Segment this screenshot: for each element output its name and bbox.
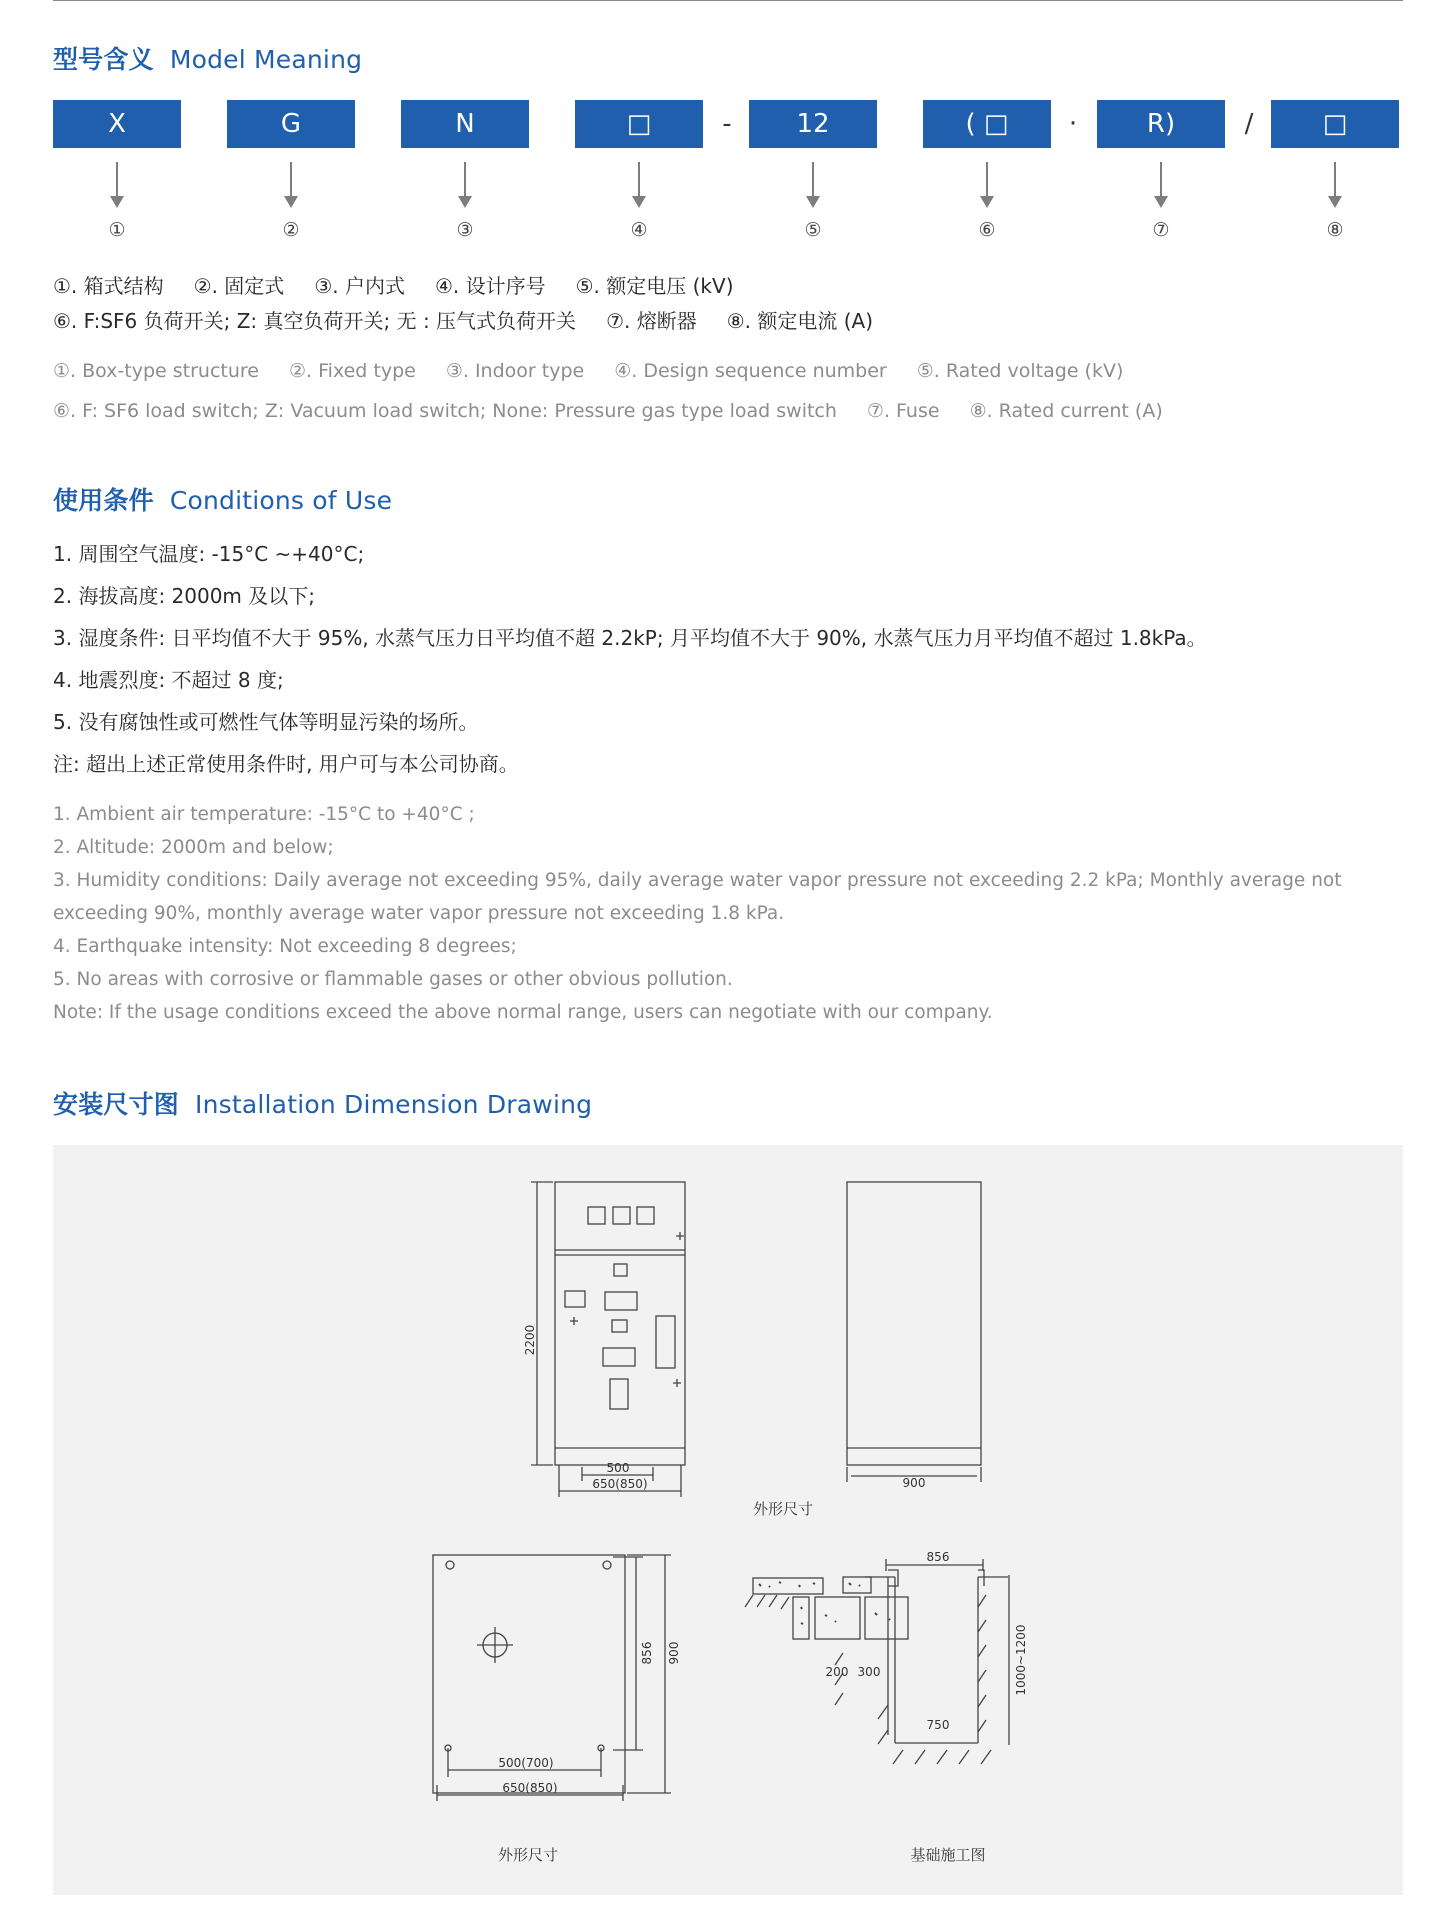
legend-item: ②. Fixed type [289, 360, 416, 382]
dimension-drawing [53, 1145, 1403, 1895]
legend-item: ④. Design sequence number [614, 360, 887, 382]
dimension-foundation-top-width: 856 [926, 1550, 950, 1564]
arrow-down-icon [986, 162, 988, 198]
position-number-7: ⑦ [1152, 219, 1170, 241]
dimension-height: 2200 [523, 1324, 537, 1356]
arrow-down-icon [812, 162, 814, 198]
legend-item: ⑦. Fuse [866, 400, 940, 422]
legend-item: ④. 设计序号 [434, 274, 546, 298]
legend-item: ③. 户内式 [314, 274, 405, 298]
condition-cn-item: 5. 没有腐蚀性或可燃性气体等明显污染的场所。 [53, 710, 479, 734]
legend-item: ⑦. 熔断器 [606, 309, 697, 333]
legend-item: ③. Indoor type [445, 360, 585, 382]
condition-cn-item: 1. 周围空气温度: -15°C ~+40°C; [53, 542, 365, 566]
legend-en-line-2 [53, 400, 1193, 422]
condition-en-item: 3. Humidity conditions: Daily average not exceeding 95%, daily average water vapor pressure not exceeding 2.2 kPa; Monthly average not exceeding 90%, monthly average water vapor pressure not exceeding 1.8 kPa. [53, 870, 1342, 924]
position-number-8: ⑧ [1326, 219, 1344, 241]
model-meaning-title-cn: 型号含义 [53, 45, 154, 74]
foundation-view [745, 1559, 1009, 1764]
legend-item: ⑤. 额定电压 (kV) [575, 274, 734, 298]
legend-item: ⑧. 额定电流 (A) [726, 309, 874, 333]
legend-item: ⑥. F:SF6 负荷开关; Z: 真空负荷开关; 无 : 压气式负荷开关 [53, 309, 577, 333]
legend-item: ①. Box-type structure [53, 360, 259, 382]
position-number-6: ⑥ [978, 219, 996, 241]
legend-en-line-1 [53, 360, 1153, 382]
condition-cn-note: 注: 超出上述正常使用条件时, 用户可与本公司协商。 [53, 752, 519, 776]
code-box-5: 12 [749, 100, 877, 148]
code-box-3: N [401, 100, 529, 148]
model-code-row [53, 100, 1403, 148]
condition-en-item: 1. Ambient air temperature: -15°C to +40°C ; [53, 804, 475, 825]
dimension-plan-outer-depth: 900 [667, 1641, 681, 1665]
position-number-2: ② [282, 219, 300, 241]
position-number-3: ③ [456, 219, 474, 241]
dimension-plan-inner-depth: 856 [640, 1641, 654, 1665]
dimension-front-inner-width: 500 [606, 1461, 630, 1475]
top-rule [53, 0, 1403, 1]
caption-plan: 外形尺寸 [497, 1846, 559, 1864]
code-separator-slash: / [1244, 109, 1254, 139]
legend-item: ①. 箱式结构 [53, 274, 164, 298]
position-number-5: ⑤ [804, 219, 822, 241]
dimension-plan-outer-width: 650(850) [502, 1781, 558, 1795]
code-box-1: X [53, 100, 181, 148]
model-meaning-title-en: Model Meaning [169, 45, 363, 74]
position-number-1: ① [108, 219, 126, 241]
conditions-title-cn: 使用条件 [53, 486, 154, 515]
legend-item: ⑤. Rated voltage (kV) [916, 360, 1124, 382]
legend-item: ⑧. Rated current (A) [969, 400, 1163, 422]
code-box-4: □ [575, 100, 703, 148]
condition-en-note: Note: If the usage conditions exceed the above normal range, users can negotiate with our company. [53, 1002, 993, 1023]
side-view [847, 1182, 981, 1482]
code-separator-dot: · [1068, 109, 1078, 139]
caption-outline: 外形尺寸 [752, 1500, 814, 1518]
condition-cn-item: 4. 地震烈度: 不超过 8 度; [53, 668, 284, 692]
condition-en-item: 4. Earthquake intensity: Not exceeding 8 degrees; [53, 936, 517, 957]
legend-item: ⑥. F: SF6 load switch; Z: Vacuum load switch; None: Pressure gas type load switch [53, 400, 837, 422]
dimension-title [53, 1085, 592, 1121]
legend-item: ②. 固定式 [193, 274, 285, 298]
dimension-title-en: Installation Dimension Drawing [195, 1090, 593, 1119]
dimension-drawing-panel [53, 1145, 1403, 1895]
arrow-down-icon [290, 162, 292, 198]
condition-en-item: 5. No areas with corrosive or flammable gases or other obvious pollution. [53, 969, 733, 990]
code-box-7: R) [1097, 100, 1225, 148]
arrow-down-icon [638, 162, 640, 198]
dimension-title-cn: 安装尺寸图 [53, 1090, 180, 1119]
caption-foundation: 基础施工图 [910, 1846, 986, 1864]
dimension-trench-a: 200 [825, 1665, 849, 1679]
dimension-trench-b: 300 [857, 1665, 881, 1679]
position-number-4: ④ [630, 219, 648, 241]
arrow-down-icon [1334, 162, 1336, 198]
model-meaning-title [53, 40, 362, 76]
code-box-6: ( □ [923, 100, 1051, 148]
legend-cn-line-2 [53, 305, 903, 334]
arrow-down-icon [1160, 162, 1162, 198]
code-box-2: G [227, 100, 355, 148]
conditions-title [53, 481, 392, 517]
dimension-front-outer-width: 650(850) [592, 1477, 648, 1491]
condition-cn-item: 3. 湿度条件: 日平均值不大于 95%, 水蒸气压力日平均值不超 2.2kP; 月平均值不大于 90%, 水蒸气压力月平均值不超过 1.8kPa。 [53, 626, 1207, 650]
arrow-down-icon [464, 162, 466, 198]
dimension-plan-inner-width: 500(700) [498, 1756, 554, 1770]
dimension-side-depth: 900 [902, 1476, 926, 1490]
conditions-en-list [53, 798, 1405, 1029]
arrow-down-icon [116, 162, 118, 198]
legend-cn-line-1 [53, 270, 764, 299]
front-view [531, 1182, 685, 1497]
conditions-title-en: Conditions of Use [169, 486, 393, 515]
dimension-foundation-depth: 1000~1200 [1014, 1624, 1028, 1696]
code-box-8: □ [1271, 100, 1399, 148]
code-separator-dash: - [722, 109, 732, 139]
condition-en-item: 2. Altitude: 2000m and below; [53, 837, 334, 858]
condition-cn-item: 2. 海拔高度: 2000m 及以下; [53, 584, 316, 608]
dimension-foundation-bottom-width: 750 [926, 1718, 950, 1732]
